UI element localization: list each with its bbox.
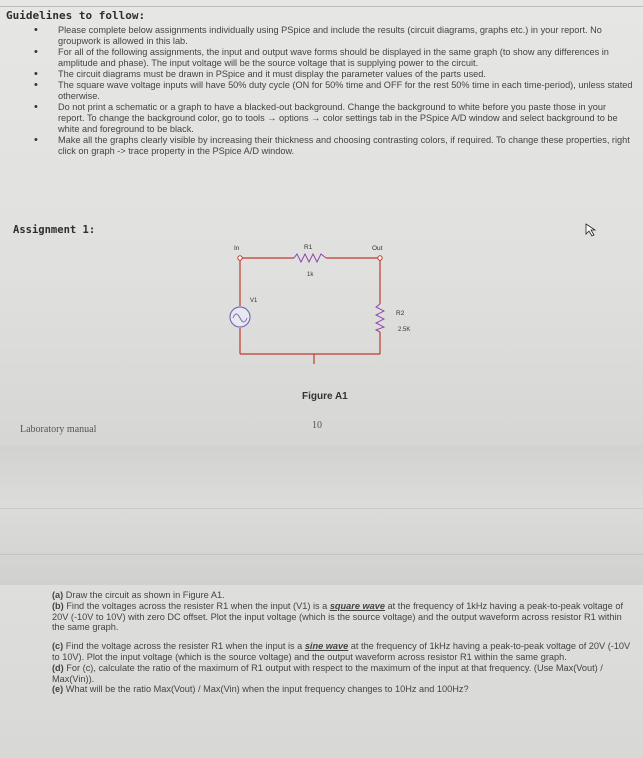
resistor-r2-symbol <box>376 304 384 332</box>
label-in: In <box>234 245 240 252</box>
question-e-text: What will be the ratio Max(Vout) / Max(Vin) when the input frequency changes to 10Hz and 100Hz? <box>65 684 469 695</box>
question-e-tag: (e) <box>52 684 64 695</box>
question-a-text: Draw the circuit as shown in Figure A1. <box>65 590 225 600</box>
question-c-tag: (c) <box>52 641 64 652</box>
mid-edge-line-2 <box>0 554 643 555</box>
node-out <box>378 256 382 260</box>
label-r2: R2 <box>396 310 405 317</box>
top-edge-line <box>0 6 643 7</box>
question-d <box>52 663 637 685</box>
question-c-post: at the frequency of 1kHz having a peak-to-peak voltage of 20V (-10V to 10V). Plot the input voltage (which is the source voltage) and the output waveform across resistor R1 within the same graph. <box>52 641 631 662</box>
label-r1-value: 1k <box>307 272 314 278</box>
label-out: Out <box>372 245 383 252</box>
guideline-item: • The circuit diagrams must be drawn in PSpice and it must display the parameter values of the parts used. <box>0 69 643 80</box>
figure-caption: Figure A1 <box>302 391 348 402</box>
question-c-emphasis: sine wave <box>304 641 349 652</box>
mid-edge-line <box>0 508 643 509</box>
mouse-pointer-icon <box>585 223 597 237</box>
label-v1: V1 <box>250 298 258 304</box>
label-r2-value: 2.5K <box>398 327 411 333</box>
guidelines-list <box>0 25 643 157</box>
question-c-pre: Find the voltage across the resister R1 when the input is a <box>65 641 303 652</box>
question-b-emphasis: square wave <box>329 600 385 611</box>
guidelines-title: Guidelines to follow: <box>6 9 146 22</box>
question-e <box>52 684 637 695</box>
guideline-item: • The square wave voltage inputs will have 50% duty cycle (ON for 50% time and OFF for the rest 50% time in each time-period), unless stated otherwise. <box>0 80 643 102</box>
question-b-pre: Find the voltages across the resister R1 when the input (V1) is a <box>66 600 328 611</box>
question-b <box>52 601 637 633</box>
assignment-heading: Assignment 1: <box>13 224 96 236</box>
guideline-item: • Please complete below assignments individually using PSpice and include the results (circuit diagrams, graphs etc.) in your report. No groupwork is allowed in this lab. <box>0 25 643 47</box>
page-number: 10 <box>312 420 322 431</box>
guideline-item: • Do not print a schematic or a graph to have a blacked-out background. Change the background to white before you paste those in your report. To change the background color, go to tools → options → color settings tab in the PSpice A/D window and select background to be white and foreground to be black. <box>0 102 643 135</box>
guideline-item: • For all of the following assignments, the input and output wave forms should be displayed in the same graph (to show any differences in amplitude and phase). The input voltage will be the source voltage that is supplying power to the circuit. <box>0 47 643 69</box>
question-b-post: at the frequency of 1kHz having a peak-to-peak voltage of 20V (-10V to 10V) with zero DC offset. Plot the input voltage (which is the source voltage) and the output waveform across resistor R1 within the same graph. <box>52 600 623 633</box>
resistor-r1-symbol <box>294 254 326 262</box>
question-d-text: For (c), calculate the ratio of the maximum of R1 output with respect to the maximum of the input at that frequency. (Use Max(Vout) / Max(Vin)). <box>52 662 603 684</box>
question-a-tag: (a) <box>52 590 64 600</box>
node-in <box>238 256 242 260</box>
circuit-diagram <box>222 238 422 368</box>
guideline-item: • Make all the graphs clearly visible by increasing their thickness and choosing contrasting colors, if required. To change these properties, right click on graph -> trace property in the PSpice A/D window. <box>0 135 643 157</box>
questions-section <box>52 590 637 695</box>
label-r1: R1 <box>304 244 313 251</box>
question-a <box>52 590 637 601</box>
question-c <box>52 641 637 663</box>
document-page-gap <box>0 445 643 595</box>
question-b-tag: (b) <box>52 600 64 611</box>
question-d-tag: (d) <box>52 662 64 673</box>
laboratory-manual-label: Laboratory manual <box>20 424 97 435</box>
